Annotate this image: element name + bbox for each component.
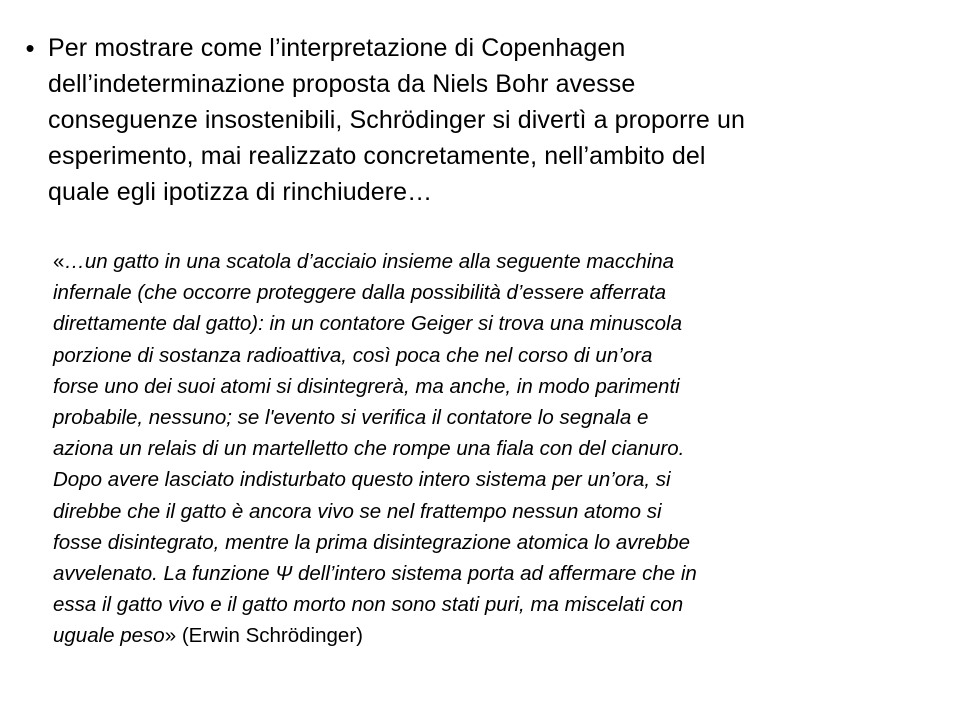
- bullet-line: [12, 30, 950, 210]
- quote-attribution: (Erwin Schrödinger): [176, 624, 363, 648]
- bullet-icon: •: [25, 33, 35, 63]
- quote-close-mark: »: [164, 624, 177, 648]
- bullet-item: [12, 30, 950, 210]
- quote-open-mark: «: [53, 250, 65, 273]
- quote-block: [53, 246, 948, 652]
- quote-body: …un gatto in una scatola d’acciaio insieme alla seguente macchina infernale (che occorre proteggere dalla possibilità d’essere afferrata direttamente dal gatto): in un contatore Geiger si trova una minuscola porzione di sostanza radioattiva, così poca che nel corso di un’ora forse uno dei suoi atomi si disintegrerà, ma anche, in modo parimenti probabile, nessuno; se l'evento si verifica il contatore lo segnala e aziona un relais di un martelletto che rompe una fiala con del cianuro. Dopo avere lasciato indisturbato questo intero sistema per un’ora, si direbbe che il gatto è ancora vivo se nel frattempo nessun atomo si fosse disintegrato, mentre la prima disintegrazione atomica lo avrebbe avvelenato. La funzione Ψ dell’intero sistema porta ad affermare che in essa il gatto vivo e il gatto morto non sono stati puri, ma miscelati con uguale peso: [53, 250, 697, 648]
- bullet-text: Per mostrare come l’interpretazione di Copenhagen dell’indeterminazione proposta da Niels Bohr avesse conseguenze insostenibili, Schrödinger si divertì a proporre un esperimento, mai realizzato concretamente, nell’ambito del quale egli ipotizza di rinchiudere…: [48, 34, 745, 206]
